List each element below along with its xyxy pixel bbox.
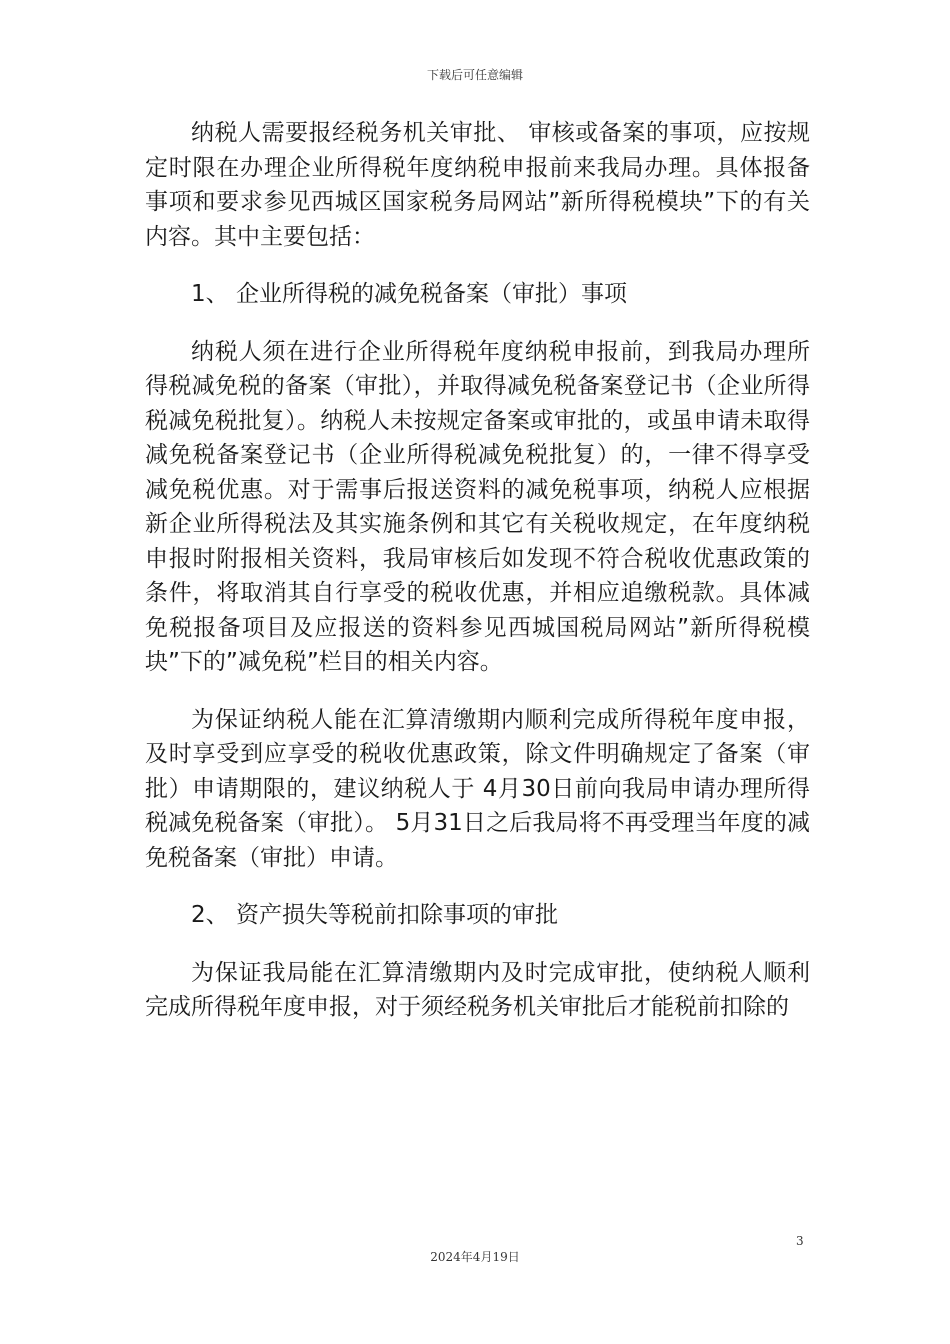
page-footer-date: 2024年4月19日: [430, 1250, 520, 1264]
section-heading-1: 1、 企业所得税的减免税备案（审批）事项: [191, 281, 627, 307]
paragraph-exemption-filing: 纳税人须在进行企业所得税年度纳税申报前，到我局办理所得税减免税的备案（审批），并取得减免税备案登记书（企业所得税减免税批复）。纳税人未按规定备案或审批的，或虽申请未取得减免税备案登记书（企业所得税减免税批复）的，一律不得享受减免税优惠。对于需事后报送资料的减免税事项，纳税人应根据新企业所得税法及其实施条例和其它有关税收规定，在年度纳税申报时附报相关资料，我局审核后如发现不符合税收优惠政策的条件，将取消其自行享受的税收优惠，并相应追缴税款。具体减免税报备项目及应报送的资料参见西城国税局网站”新所得税模块”下的”减免税”栏目的相关内容。: [145, 338, 810, 675]
paragraph-deadline: 为保证纳税人能在汇算清缴期内顺利完成所得税年度申报，及时享受到应享受的税收优惠政策，除文件明确规定了备案（审批）申请期限的，建议纳税人于 4月30日前向我局申请办理所得税减免税备案（审批）。 5月31日之后我局将不再受理当年度的减免税备案（审批）申请。: [145, 706, 810, 871]
section-heading-2: 2、 资产损失等税前扣除事项的审批: [191, 902, 558, 928]
paragraph-asset-loss: 为保证我局能在汇算清缴期内及时完成审批，使纳税人顺利完成所得税年度申报，对于须经税务机关审批后才能税前扣除的: [145, 959, 810, 1020]
page-number: 3: [796, 1234, 804, 1248]
page-header: 下载后可任意编辑: [426, 68, 523, 82]
paragraph-intro: 纳税人需要报经税务机关审批、 审核或备案的事项，应按规定时限在办理企业所得税年度纳税申报前来我局办理。具体报备事项和要求参见西城区国家税务局网站”新所得税模块”下的有关内容。其中主要包括：: [145, 120, 810, 250]
document-body: [145, 116, 810, 1048]
